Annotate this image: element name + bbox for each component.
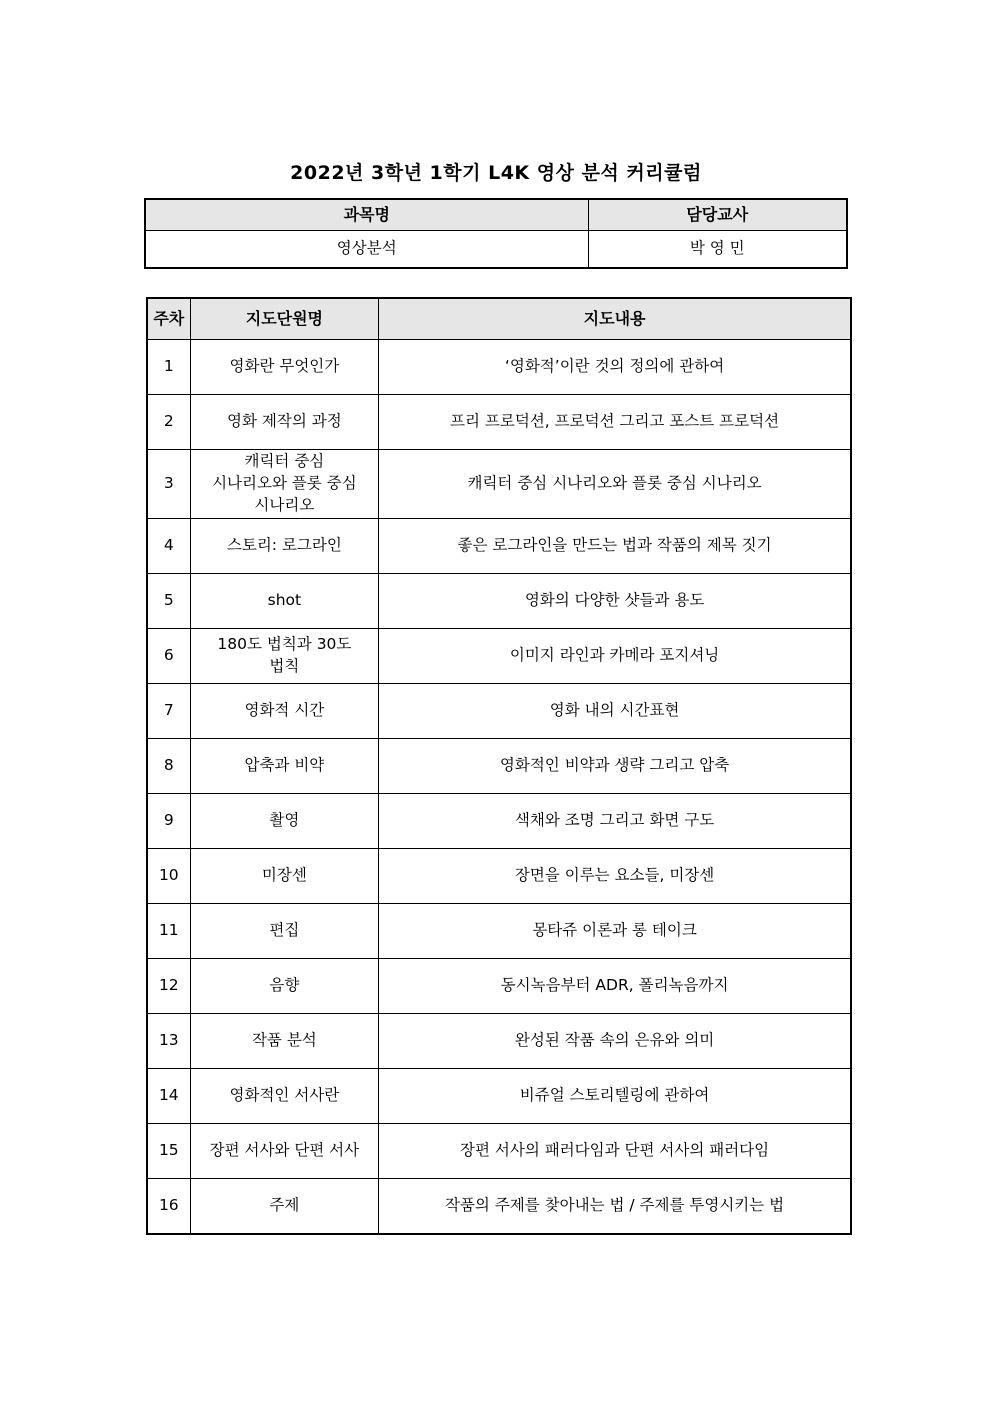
content-cell: 동시녹음부터 ADR, 폴리녹음까지 (379, 959, 851, 1014)
week-cell: 4 (147, 519, 190, 574)
content-cell: 이미지 라인과 카메라 포지셔닝 (379, 629, 851, 684)
teacher-header: 담당교사 (588, 199, 847, 231)
unit-cell: 180도 법칙과 30도 법칙 (190, 629, 379, 684)
unit-cell: 촬영 (190, 794, 379, 849)
week-cell: 11 (147, 904, 190, 959)
content-cell: 완성된 작품 속의 은유와 의미 (379, 1014, 851, 1069)
content-cell: 영화의 다양한 샷들과 용도 (379, 574, 851, 629)
unit-cell: 음향 (190, 959, 379, 1014)
unit-cell: 압축과 비약 (190, 739, 379, 794)
subject-header: 과목명 (145, 199, 588, 231)
week-cell: 10 (147, 849, 190, 904)
course-info-value-row (145, 231, 847, 269)
content-header: 지도내용 (379, 298, 851, 340)
course-info-header-row (145, 199, 847, 231)
content-cell: 좋은 로그라인을 만드는 법과 작품의 제목 짓기 (379, 519, 851, 574)
table-row (147, 1179, 851, 1235)
content-cell: 장편 서사의 패러다임과 단편 서사의 패러다임 (379, 1124, 851, 1179)
week-cell: 15 (147, 1124, 190, 1179)
content-cell: ‘영화적’이란 것의 정의에 관하여 (379, 340, 851, 395)
week-cell: 3 (147, 450, 190, 519)
table-row (147, 340, 851, 395)
unit-header: 지도단원명 (190, 298, 379, 340)
curriculum-table (146, 297, 852, 1235)
content-cell: 캐릭터 중심 시나리오와 플롯 중심 시나리오 (379, 450, 851, 519)
table-row (147, 794, 851, 849)
unit-cell: 편집 (190, 904, 379, 959)
week-cell: 8 (147, 739, 190, 794)
table-row (147, 519, 851, 574)
week-cell: 9 (147, 794, 190, 849)
content-cell: 몽타쥬 이론과 롱 테이크 (379, 904, 851, 959)
content-cell: 장면을 이루는 요소들, 미장센 (379, 849, 851, 904)
table-row (147, 629, 851, 684)
unit-cell: 작품 분석 (190, 1014, 379, 1069)
unit-cell: 캐릭터 중심 시나리오와 플롯 중심 시나리오 (190, 450, 379, 519)
teacher-value: 박 영 민 (588, 231, 847, 269)
unit-cell: 영화적 시간 (190, 684, 379, 739)
week-cell: 6 (147, 629, 190, 684)
content-cell: 색채와 조명 그리고 화면 구도 (379, 794, 851, 849)
content-cell: 프리 프로덕션, 프로덕션 그리고 포스트 프로덕션 (379, 395, 851, 450)
document-title: 2022년 3학년 1학기 L4K 영상 분석 커리큘럼 (290, 162, 702, 184)
table-row (147, 1124, 851, 1179)
week-cell: 13 (147, 1014, 190, 1069)
week-cell: 7 (147, 684, 190, 739)
week-cell: 2 (147, 395, 190, 450)
week-cell: 5 (147, 574, 190, 629)
table-row (147, 739, 851, 794)
subject-value: 영상분석 (145, 231, 588, 269)
unit-cell: 영화적인 서사란 (190, 1069, 379, 1124)
unit-cell: 스토리: 로그라인 (190, 519, 379, 574)
content-cell: 비쥬얼 스토리텔링에 관하여 (379, 1069, 851, 1124)
table-row (147, 684, 851, 739)
table-row (147, 1069, 851, 1124)
content-cell: 작품의 주제를 찾아내는 법 / 주제를 투영시키는 법 (379, 1179, 851, 1235)
week-cell: 16 (147, 1179, 190, 1235)
table-row (147, 395, 851, 450)
content-cell: 영화적인 비약과 생략 그리고 압축 (379, 739, 851, 794)
unit-cell: 주제 (190, 1179, 379, 1235)
unit-cell: shot (190, 574, 379, 629)
table-row (147, 849, 851, 904)
week-cell: 1 (147, 340, 190, 395)
course-info-table (144, 198, 848, 269)
unit-cell: 장편 서사와 단편 서사 (190, 1124, 379, 1179)
content-cell: 영화 내의 시간표현 (379, 684, 851, 739)
week-cell: 12 (147, 959, 190, 1014)
unit-cell: 미장센 (190, 849, 379, 904)
unit-cell: 영화란 무엇인가 (190, 340, 379, 395)
table-row (147, 959, 851, 1014)
table-row (147, 574, 851, 629)
curriculum-header-row (147, 298, 851, 340)
unit-cell: 영화 제작의 과정 (190, 395, 379, 450)
week-header: 주차 (147, 298, 190, 340)
table-row (147, 904, 851, 959)
week-cell: 14 (147, 1069, 190, 1124)
table-row (147, 1014, 851, 1069)
table-row (147, 450, 851, 519)
